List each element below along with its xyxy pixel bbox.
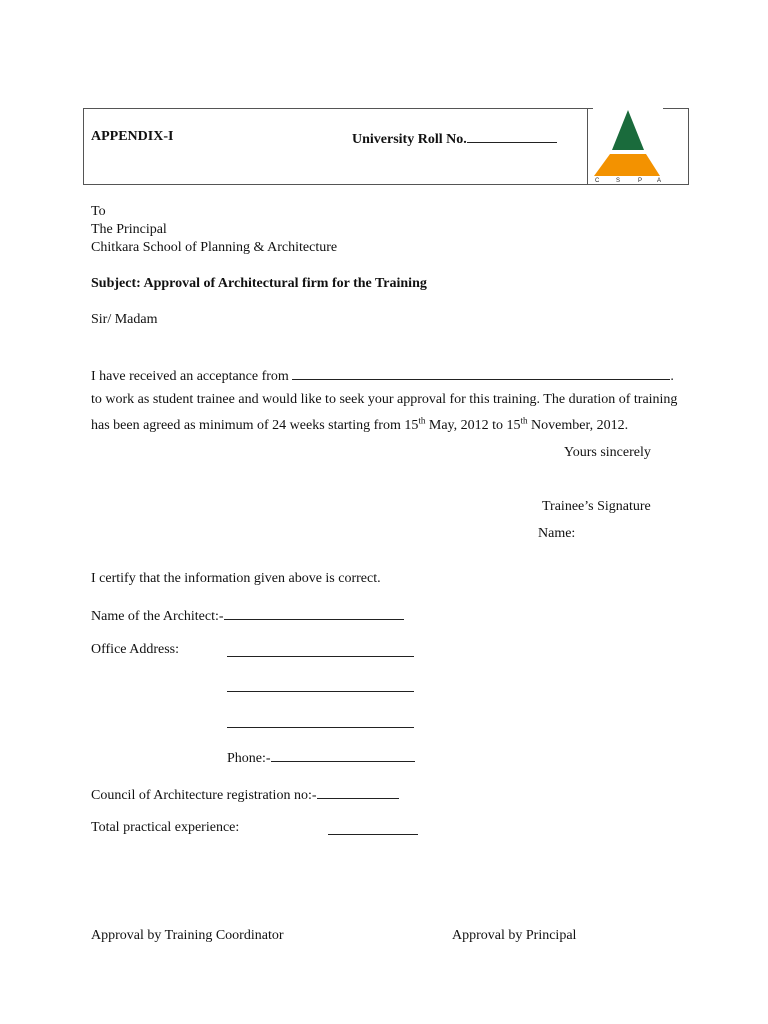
acceptance-period: . — [670, 369, 674, 384]
trainee-name-label: Name: — [538, 526, 576, 541]
coa-field — [91, 785, 399, 804]
body-line-3-b: May, 2012 to 15 — [425, 418, 521, 433]
logo-green-triangle — [612, 110, 644, 150]
office-address-line-1[interactable] — [227, 656, 414, 657]
experience-label: Total practical experience: — [91, 820, 240, 835]
roll-blank[interactable] — [467, 129, 557, 143]
roll-label: University Roll No. — [352, 132, 467, 147]
university-roll-field — [352, 129, 557, 148]
phone-label: Phone:- — [227, 751, 271, 766]
salutation: Sir/ Madam — [91, 312, 158, 327]
trainee-signature-label: Trainee’s Signature — [542, 499, 651, 514]
address-school: Chitkara School of Planning & Architecture — [91, 240, 338, 255]
architect-name-blank[interactable] — [224, 606, 404, 620]
logo-letter-a: A — [657, 178, 662, 184]
coa-blank[interactable] — [317, 785, 399, 799]
body-line-2: to work as student trainee and would like to seek your approval for this training. The duration of training — [91, 392, 678, 407]
office-address-label: Office Address: — [91, 642, 179, 657]
body-line-3 — [91, 415, 629, 434]
acceptance-text: I have received an acceptance from — [91, 369, 289, 384]
acceptance-line — [91, 366, 674, 385]
logo-orange-trapezoid — [594, 154, 660, 176]
appendix-title: APPENDIX-I — [91, 129, 174, 144]
body-line-3-c: November, 2012. — [527, 418, 629, 433]
approval-coordinator: Approval by Training Coordinator — [91, 928, 284, 943]
logo-letter-s: S — [616, 178, 621, 184]
phone-field — [227, 748, 415, 767]
coa-label: Council of Architecture registration no:- — [91, 788, 317, 803]
yours-sincerely: Yours sincerely — [564, 445, 651, 460]
address-to: To — [91, 204, 106, 219]
firm-name-blank[interactable] — [292, 366, 670, 380]
office-address-line-3[interactable] — [227, 727, 414, 728]
body-line-3-sup1: th — [418, 415, 426, 426]
approval-principal: Approval by Principal — [452, 928, 577, 943]
body-line-3-sup2: th — [520, 415, 528, 426]
address-recipient: The Principal — [91, 222, 167, 237]
body-line-3-a: has been agreed as minimum of 24 weeks starting from 15 — [91, 418, 419, 433]
architect-name-label: Name of the Architect:- — [91, 609, 224, 624]
architect-name-field — [91, 606, 404, 625]
phone-blank[interactable] — [271, 748, 415, 762]
experience-blank[interactable] — [328, 834, 418, 835]
logo-letter-c: C — [595, 178, 600, 184]
certify-statement: I certify that the information given above is correct. — [91, 571, 381, 586]
office-address-line-2[interactable] — [227, 691, 414, 692]
subject-line: Subject: Approval of Architectural firm for the Training — [91, 276, 427, 291]
logo-letter-p: P — [638, 178, 643, 184]
cspa-logo — [592, 106, 664, 178]
